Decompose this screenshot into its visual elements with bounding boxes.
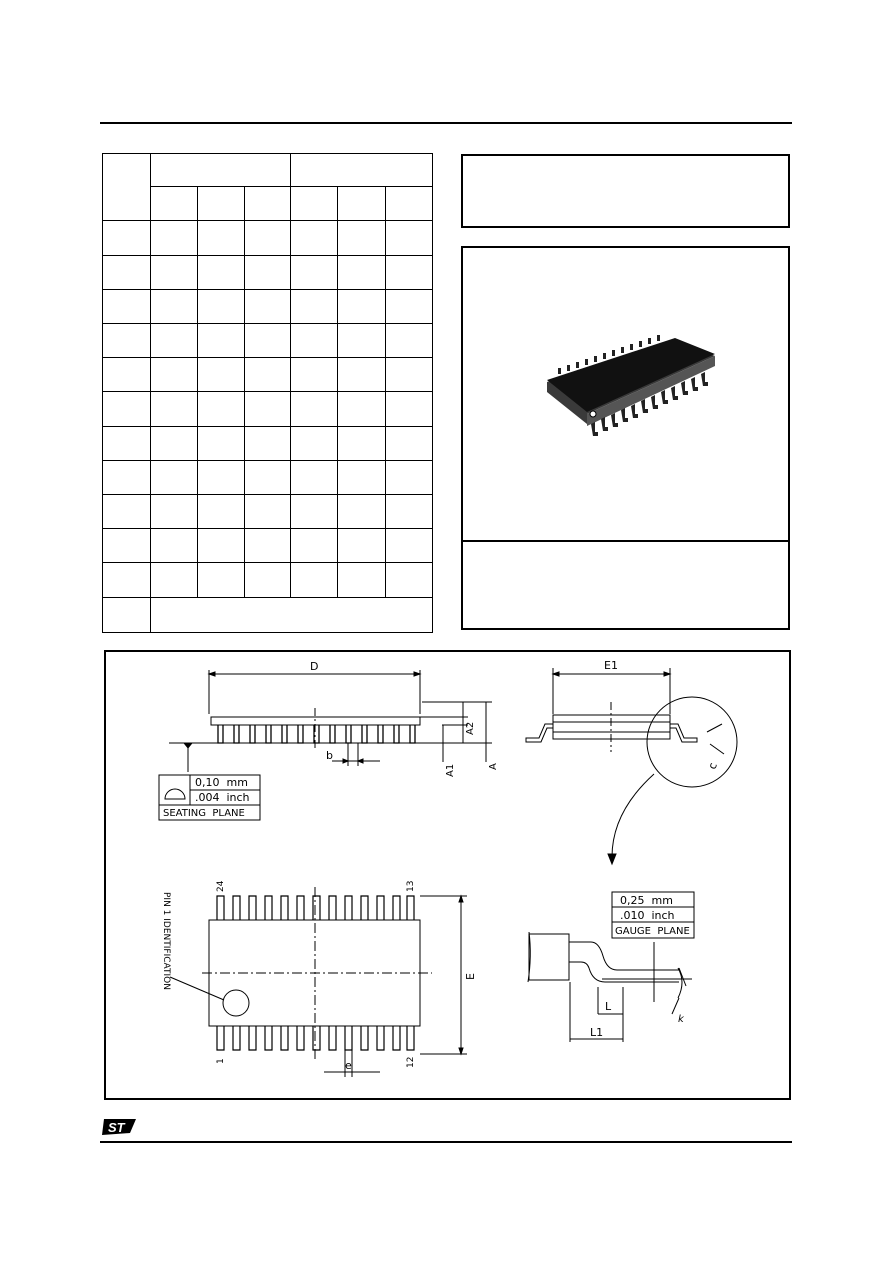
dim-d-label: D xyxy=(310,660,319,673)
pin-24-label: 24 xyxy=(216,880,226,892)
box-divider xyxy=(463,540,788,542)
dim-e-body-label: E xyxy=(464,973,477,980)
pin1-identification-label: PIN 1 IDENTIFICATION xyxy=(161,892,171,990)
pin-13-label: 13 xyxy=(406,880,416,892)
table-row xyxy=(103,495,433,529)
table-header-cell xyxy=(151,154,291,187)
table-row xyxy=(103,460,433,494)
table-row xyxy=(103,358,433,392)
dim-k-label: k xyxy=(678,1014,684,1025)
dim-e1-label: E1 xyxy=(604,659,618,672)
table-header-cell xyxy=(103,154,151,221)
seating-tol-inch: .004 inch xyxy=(195,791,250,804)
gauge-tol-mm: 0,25 mm xyxy=(620,894,673,907)
package-3d-illustration xyxy=(463,248,788,538)
dim-c-label: c xyxy=(705,760,720,772)
footer-rule xyxy=(100,1141,792,1143)
table-row xyxy=(103,289,433,323)
top-view xyxy=(170,887,467,1077)
table-header-cell xyxy=(386,187,433,221)
gauge-tol-inch: .010 inch xyxy=(620,909,675,922)
header-rule xyxy=(100,122,792,124)
package-image-box xyxy=(461,246,790,630)
dimension-table xyxy=(102,153,433,633)
table-row xyxy=(103,392,433,426)
seating-plane-label: SEATING PLANE xyxy=(163,808,245,819)
dim-b-label: b xyxy=(326,749,333,762)
dim-l-label: L xyxy=(605,1000,612,1013)
pin-12-label: 12 xyxy=(406,1056,416,1068)
table-header-cell xyxy=(291,154,433,187)
table-header-cell xyxy=(198,187,245,221)
dim-a-label: A xyxy=(488,763,499,770)
table-row xyxy=(103,255,433,289)
pin-1-label: 1 xyxy=(216,1058,226,1064)
table-header-cell xyxy=(151,187,198,221)
title-box xyxy=(461,154,790,228)
gauge-plane-label: GAUGE PLANE xyxy=(615,926,690,937)
table-header-cell xyxy=(245,187,291,221)
dim-l1-label: L1 xyxy=(590,1026,604,1039)
table-row xyxy=(103,563,433,597)
table-row xyxy=(103,324,433,358)
table-row xyxy=(103,221,433,255)
table-row xyxy=(103,597,433,632)
dim-a2-label: A2 xyxy=(465,721,476,735)
dim-e-pitch-label: e xyxy=(345,1059,352,1072)
gauge-detail xyxy=(528,932,692,1042)
svg-text:ST: ST xyxy=(108,1120,125,1135)
table-row xyxy=(103,426,433,460)
table-header-cell xyxy=(291,187,338,221)
table-row xyxy=(103,529,433,563)
dim-a1-label: A1 xyxy=(445,763,456,777)
st-logo xyxy=(102,1117,136,1137)
seating-tol-mm: 0,10 mm xyxy=(195,776,248,789)
mechanical-drawing xyxy=(104,650,791,1100)
table-header-cell xyxy=(338,187,386,221)
